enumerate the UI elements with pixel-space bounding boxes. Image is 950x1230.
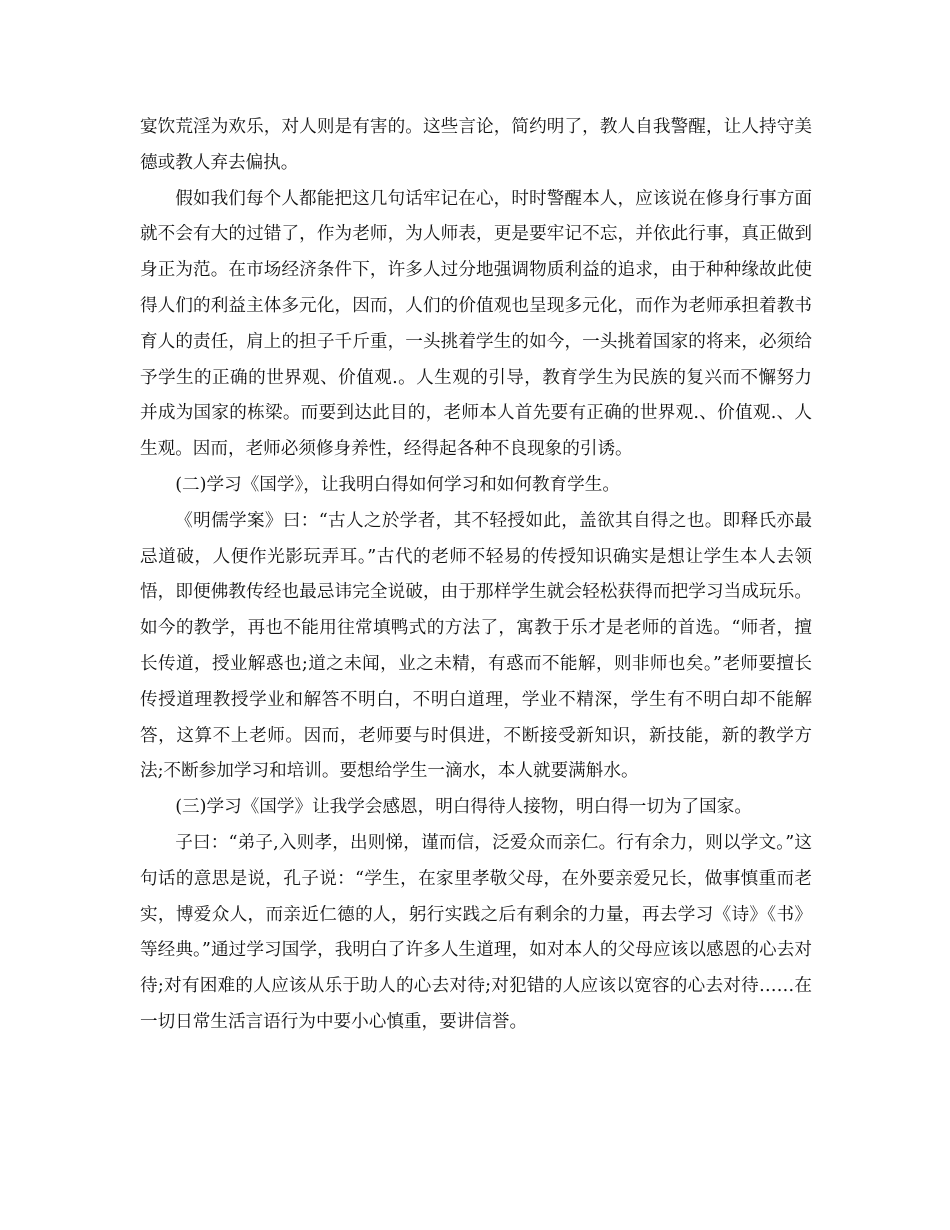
- paragraph-gratitude: 子曰：“弟子,入则孝，出则悌，谨而信，泛爱众而亲仁。行有余力，则以学文。”这句话的意思是说，孔子说：“学生，在家里孝敬父母，在外要亲爱兄长，做事慎重而老实，博爱众人，而亲近仁德的人，躬行实践之后有剩余的力量，再去学习《诗》《书》等经典。”通过学习国学，我明白了许多人生道理，如对本人的父母应该以感恩的心去对待;对有困难的人应该从乐于助人的心去对待;对犯错的人应该以宽容的心去对待……在一切日常生活言语行为中要小心慎重，要讲信誉。: [140, 832, 812, 1032]
- paragraph-teaching: 《明儒学案》曰：“古人之於学者，其不轻授如此，盖欲其自得之也。即释氏亦最忌道破，人便作光影玩弄耳。”古代的老师不轻易的传授知识确实是想让学生本人去领悟，即便佛教传经也最忌讳完全说破，由于那样学生就会轻松获得而把学习当成玩乐。如今的教学，再也不能用往常填鸭式的方法了，寓教于乐才是老师的首选。“师者，擅长传道，授业解惑也;道之未闻，业之未精，有惑而不能解，则非师也矣。”老师要擅长传授道理教授学业和解答不明白，不明白道理，学业不精深，学生有不明白却不能解答，这算不上老师。因而，老师要与时俱进，不断接受新知识，新技能，新的教学方法;不断参加学习和培训。要想给学生一滴水，本人就要满斛水。: [140, 510, 812, 782]
- paragraph-self-cultivation: 假如我们每个人都能把这几句话牢记在心，时时警醒本人，应该说在修身行事方面就不会有大的过错了，作为老师，为人师表，更是要牢记不忘，并依此行事，真正做到身正为范。在市场经济条件下，许多人过分地强调物质利益的追求，由于种种缘故此使得人们的利益主体多元化，因而，人们的价值观也呈现多元化，而作为老师承担着教书育人的责任，肩上的担子千斤重，一头挑着学生的如今，一头挑着国家的将来，必须给予学生的正确的世界观、价值观.。人生观的引导，教育学生为民族的复兴而不懈努力并成为国家的栋梁。而要到达此目的，老师本人首先要有正确的世界观.、价值观.、人生观。因而，老师必须修身养性，经得起各种不良现象的引诱。: [140, 188, 812, 460]
- document-page: [140, 110, 812, 1041]
- paragraph-continuation: 宴饮荒淫为欢乐，对人则是有害的。这些言论，简约明了，教人自我警醒，让人持守美德或教人弃去偏执。: [140, 117, 812, 173]
- section-heading-3: (三)学习《国学》让我学会感恩，明白得待人接物，明白得一切为了国家。: [175, 797, 752, 818]
- section-heading-2: (二)学习《国学》，让我明白得如何学习和如何教育学生。: [175, 474, 620, 495]
